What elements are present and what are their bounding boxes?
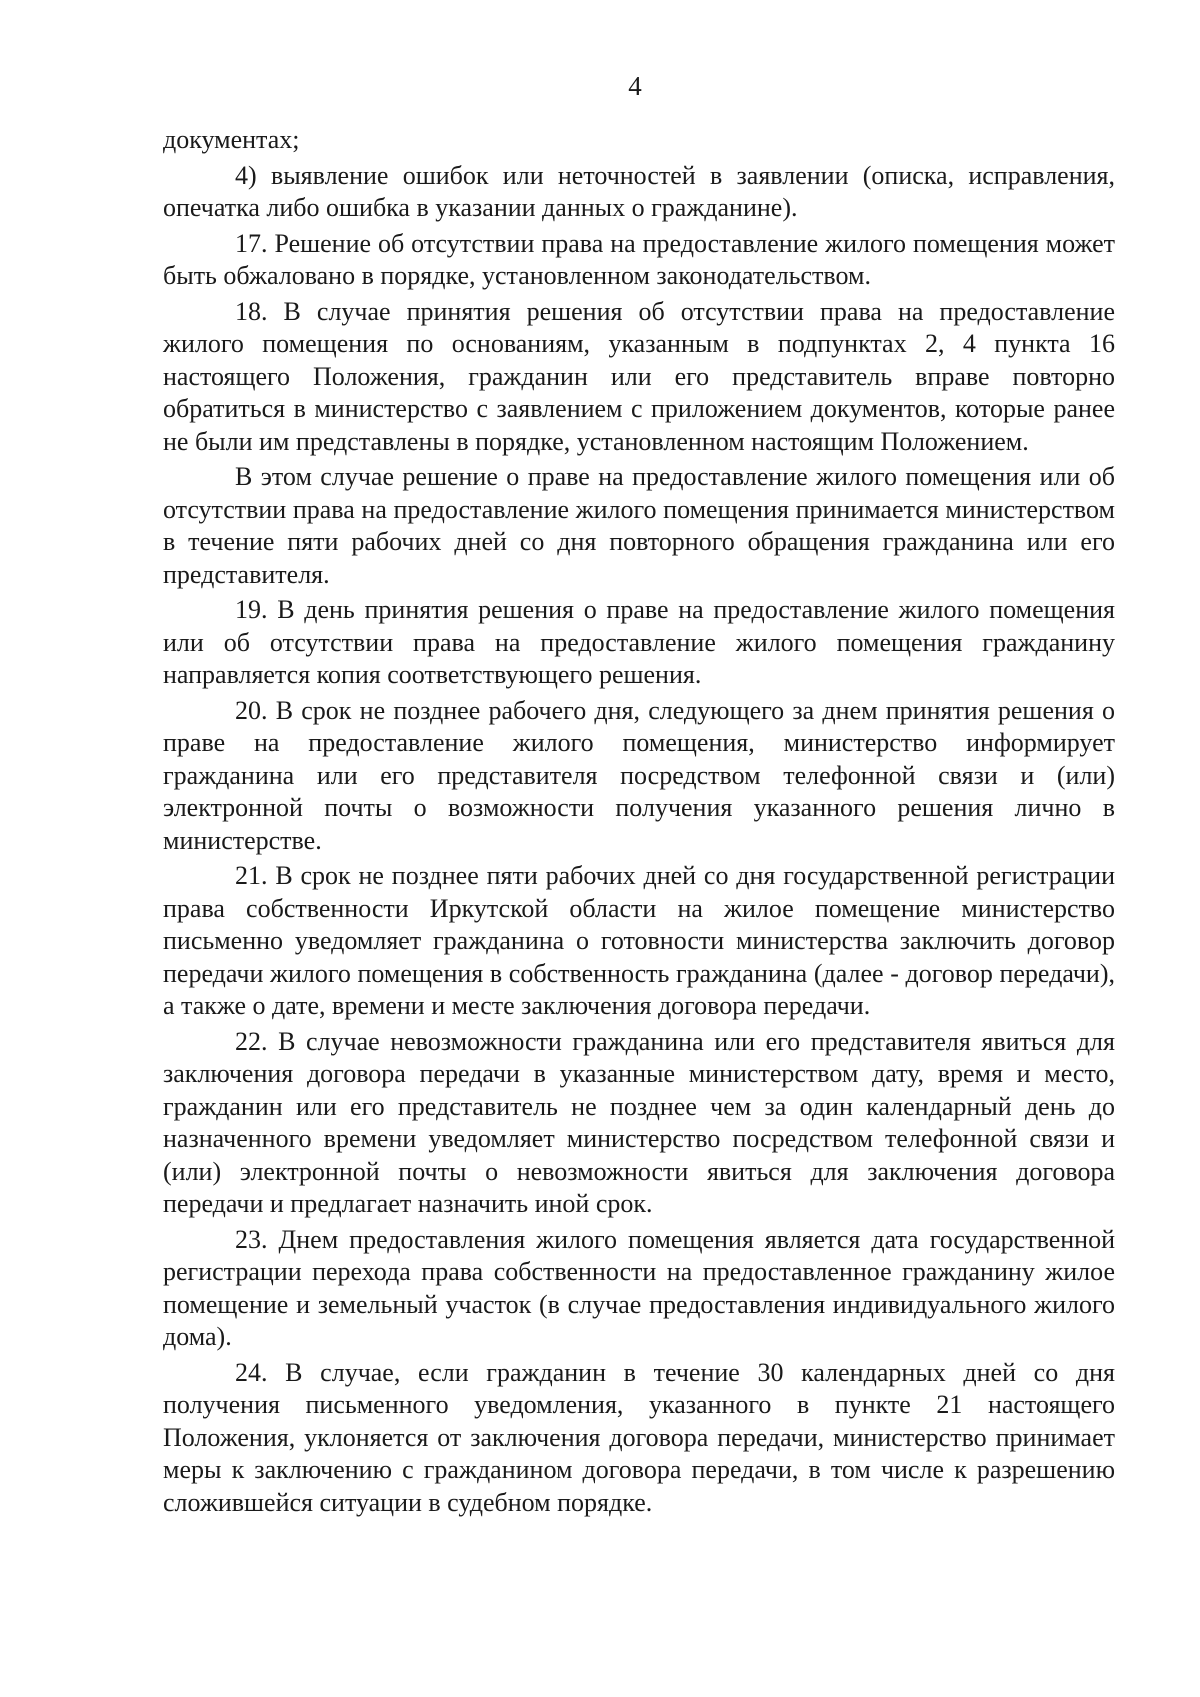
paragraph-19: 19. В день принятия решения о праве на предоставление жилого помещения или об отсутствии права на предоставление жилого помещения гражданину направляется копия соответствующего решения. bbox=[163, 595, 1115, 689]
paragraph-23: 23. Днем предоставления жилого помещения является дата государственной регистрации перехода права собственности на предоставленное гражданину жилое помещение и земельный участок (в случае предоставления индивидуального жилого дома). bbox=[163, 1224, 1115, 1351]
paragraph-18-continued: В этом случае решение о праве на предоставление жилого помещения или об отсутствии права на предоставление жилого помещения принимается министерством в течение пяти рабочих дней со дня повторного обращения гражданина или его представителя. bbox=[163, 462, 1115, 589]
paragraph-21: 21. В срок не позднее пяти рабочих дней со дня государственной регистрации права собственности Иркутской области на жилое помещение министерство письменно уведомляет гражданина о готовности министерства заключить договор передачи жилого помещения в собственность гражданина (далее - договор передачи), а также о дате, времени и месте заключения договора передачи. bbox=[163, 861, 1115, 1020]
paragraph-item-4: 4) выявление ошибок или неточностей в заявлении (описка, исправления, опечатка либо ошибка в указании данных о гражданине). bbox=[163, 160, 1115, 222]
paragraph-documents-end: документах; bbox=[163, 125, 300, 154]
paragraph-20: 20. В срок не позднее рабочего дня, следующего за днем принятия решения о праве на предоставление жилого помещения, министерство информирует гражданина или его представителя посредством телефонной связи и (или) электронной почты о возможности получения указанного решения лично в министерстве. bbox=[163, 695, 1115, 855]
document-body bbox=[163, 124, 1115, 1519]
paragraph-24: 24. В случае, если гражданин в течение 30 календарных дней со дня получения письменного уведомления, указанного в пункте 21 настоящего Положения, уклоняется от заключения договора передачи, министерство принимает меры к заключению с гражданином договора передачи, в том числе к разрешению сложившейся ситуации в судебном порядке. bbox=[163, 1357, 1115, 1517]
page-number: 4 bbox=[628, 71, 642, 101]
paragraph-18: 18. В случае принятия решения об отсутствии права на предоставление жилого помещения по основаниям, указанным в подпунктах 2, 4 пункта 16 настоящего Положения, гражданин или его представитель вправе повторно обратиться в министерство с заявлением с приложением документов, которые ранее не были им представлены в порядке, установленном настоящим Положением. bbox=[163, 296, 1115, 456]
paragraph-22: 22. В случае невозможности гражданина или его представителя явиться для заключения договора передачи в указанные министерством дату, время и место, гражданин или его представитель не позднее чем за один календарный день до назначенного времени уведомляет министерство посредством телефонной связи и (или) электронной почты о невозможности явиться для заключения договора передачи и предлагает назначить иной срок. bbox=[163, 1026, 1115, 1218]
paragraph-17: 17. Решение об отсутствии права на предоставление жилого помещения может быть обжаловано в порядке, установленном законодательством. bbox=[163, 228, 1115, 290]
